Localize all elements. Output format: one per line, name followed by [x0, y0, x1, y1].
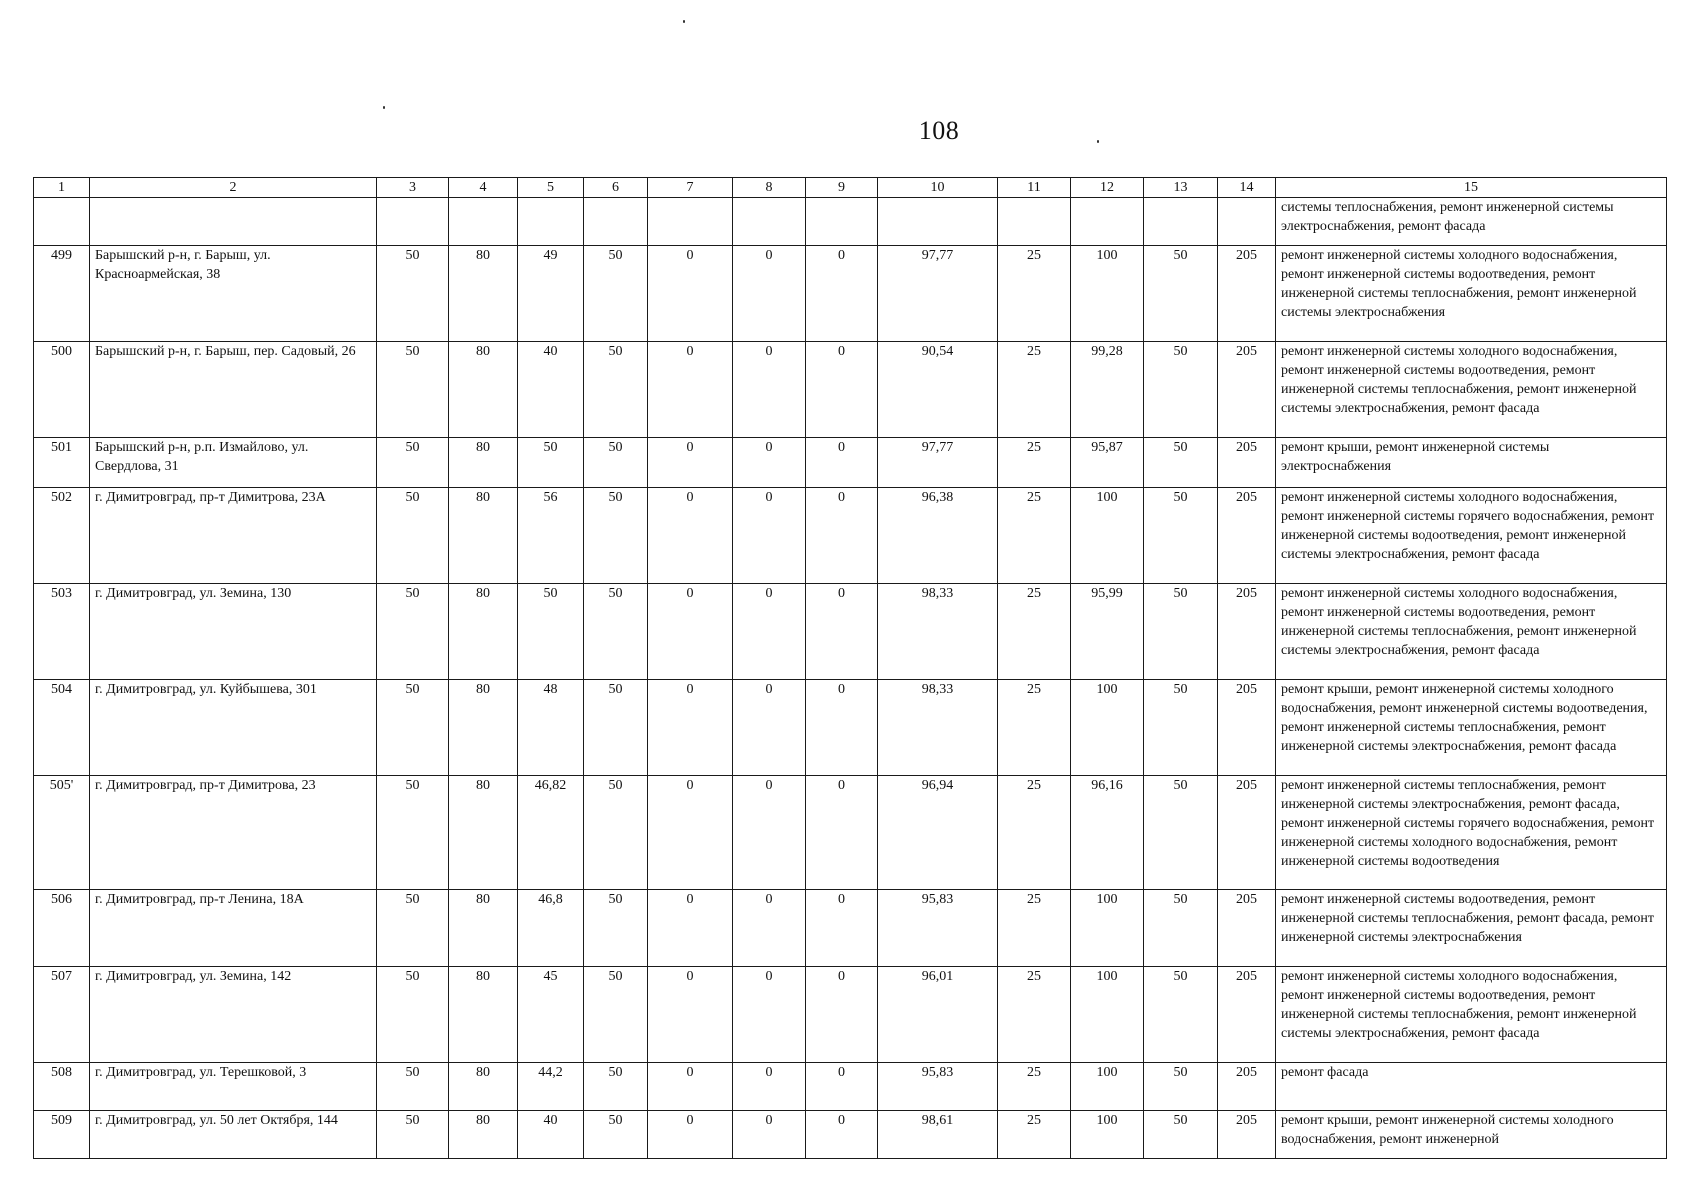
value-cell: 95,83	[878, 1063, 998, 1111]
value-cell: 0	[733, 342, 806, 438]
value-cell: 0	[806, 890, 878, 967]
address-cell: Барышский р-н, г. Барыш, пер. Садовый, 26	[90, 342, 377, 438]
table-row	[34, 1111, 1667, 1159]
value-cell: 0	[806, 967, 878, 1063]
empty-cell	[733, 198, 806, 246]
row-number-cell: 502	[34, 488, 90, 584]
value-cell: 97,77	[878, 438, 998, 488]
work-description-cell: ремонт фасада	[1276, 1063, 1667, 1111]
value-cell: 50	[1144, 890, 1218, 967]
value-cell: 100	[1071, 1111, 1144, 1159]
value-cell: 99,28	[1071, 342, 1144, 438]
value-cell: 25	[998, 246, 1071, 342]
value-cell: 0	[806, 680, 878, 776]
scan-speck	[683, 20, 685, 23]
value-cell: 50	[377, 890, 449, 967]
empty-cell	[1218, 198, 1276, 246]
value-cell: 50	[377, 488, 449, 584]
housing-repair-table	[33, 177, 1667, 1159]
address-cell: г. Димитровград, пр-т Ленина, 18А	[90, 890, 377, 967]
value-cell: 80	[449, 342, 518, 438]
value-cell: 96,16	[1071, 776, 1144, 890]
value-cell: 0	[806, 776, 878, 890]
value-cell: 56	[518, 488, 584, 584]
work-description-cell: ремонт инженерной системы холодного водоснабжения, ремонт инженерной системы водоотведения, ремонт инженерной системы теплоснабжения, ремонт инженерной системы электроснабжения	[1276, 246, 1667, 342]
row-number-cell: 507	[34, 967, 90, 1063]
address-cell: г. Димитровград, ул. Терешковой, 3	[90, 1063, 377, 1111]
value-cell: 0	[648, 680, 733, 776]
value-cell: 50	[584, 967, 648, 1063]
address-cell: г. Димитровград, ул. Земина, 130	[90, 584, 377, 680]
column-header: 6	[584, 178, 648, 198]
value-cell: 25	[998, 342, 1071, 438]
value-cell: 50	[377, 1063, 449, 1111]
value-cell: 25	[998, 584, 1071, 680]
value-cell: 0	[733, 584, 806, 680]
value-cell: 100	[1071, 246, 1144, 342]
value-cell: 50	[1144, 776, 1218, 890]
value-cell: 44,2	[518, 1063, 584, 1111]
column-header: 14	[1218, 178, 1276, 198]
value-cell: 80	[449, 488, 518, 584]
value-cell: 80	[449, 680, 518, 776]
value-cell: 50	[1144, 488, 1218, 584]
work-description-cell: ремонт крыши, ремонт инженерной системы электроснабжения	[1276, 438, 1667, 488]
value-cell: 50	[584, 1063, 648, 1111]
column-number-header-row	[34, 178, 1667, 198]
work-description-cell: ремонт инженерной системы теплоснабжения, ремонт инженерной системы электроснабжения, ремонт фасада, ремонт инженерной системы горячего водоснабжения, ремонт инженерной системы холодного водоснабжения, ремонт инженерной системы водоотведения	[1276, 776, 1667, 890]
scan-speck	[383, 106, 385, 109]
empty-cell	[878, 198, 998, 246]
value-cell: 0	[806, 246, 878, 342]
value-cell: 97,77	[878, 246, 998, 342]
value-cell: 80	[449, 967, 518, 1063]
work-description-cell: ремонт инженерной системы холодного водоснабжения, ремонт инженерной системы водоотведения, ремонт инженерной системы теплоснабжения, ремонт инженерной системы электроснабжения, ремонт фасада	[1276, 584, 1667, 680]
work-description-cell: ремонт инженерной системы холодного водоснабжения, ремонт инженерной системы водоотведения, ремонт инженерной системы теплоснабжения, ремонт инженерной системы электроснабжения, ремонт фасада	[1276, 967, 1667, 1063]
column-header: 13	[1144, 178, 1218, 198]
value-cell: 205	[1218, 1063, 1276, 1111]
value-cell: 205	[1218, 342, 1276, 438]
value-cell: 95,99	[1071, 584, 1144, 680]
row-number-cell: 503	[34, 584, 90, 680]
value-cell: 205	[1218, 890, 1276, 967]
value-cell: 50	[377, 776, 449, 890]
value-cell: 50	[1144, 1063, 1218, 1111]
value-cell: 0	[806, 1111, 878, 1159]
row-number-cell: 506	[34, 890, 90, 967]
work-description-cell: ремонт инженерной системы холодного водоснабжения, ремонт инженерной системы горячего водоснабжения, ремонт инженерной системы водоотведения, ремонт инженерной системы электроснабжения, ремонт фасада	[1276, 488, 1667, 584]
value-cell: 205	[1218, 776, 1276, 890]
work-description-cell: ремонт инженерной системы водоотведения, ремонт инженерной системы теплоснабжения, ремонт фасада, ремонт инженерной системы электроснабжения	[1276, 890, 1667, 967]
value-cell: 100	[1071, 488, 1144, 584]
value-cell: 50	[377, 438, 449, 488]
value-cell: 90,54	[878, 342, 998, 438]
value-cell: 98,61	[878, 1111, 998, 1159]
empty-cell	[998, 198, 1071, 246]
value-cell: 0	[733, 1111, 806, 1159]
address-cell: г. Димитровград, пр-т Димитрова, 23А	[90, 488, 377, 584]
empty-cell	[377, 198, 449, 246]
value-cell: 50	[1144, 680, 1218, 776]
value-cell: 50	[1144, 584, 1218, 680]
value-cell: 50	[377, 584, 449, 680]
page-number	[0, 116, 1698, 146]
value-cell: 0	[648, 1111, 733, 1159]
value-cell: 25	[998, 438, 1071, 488]
value-cell: 80	[449, 776, 518, 890]
table-row	[34, 342, 1667, 438]
value-cell: 0	[648, 246, 733, 342]
empty-cell	[806, 198, 878, 246]
value-cell: 50	[518, 584, 584, 680]
value-cell: 96,94	[878, 776, 998, 890]
column-header: 12	[1071, 178, 1144, 198]
value-cell: 0	[806, 342, 878, 438]
table-row	[34, 488, 1667, 584]
value-cell: 50	[584, 488, 648, 584]
column-header: 8	[733, 178, 806, 198]
value-cell: 205	[1218, 488, 1276, 584]
empty-cell	[518, 198, 584, 246]
value-cell: 50	[584, 342, 648, 438]
table-row	[34, 967, 1667, 1063]
value-cell: 80	[449, 246, 518, 342]
value-cell: 0	[648, 1063, 733, 1111]
value-cell: 205	[1218, 584, 1276, 680]
table-row	[34, 776, 1667, 890]
value-cell: 0	[806, 584, 878, 680]
value-cell: 0	[733, 680, 806, 776]
value-cell: 50	[518, 438, 584, 488]
value-cell: 95,87	[1071, 438, 1144, 488]
column-header: 4	[449, 178, 518, 198]
empty-cell	[1144, 198, 1218, 246]
value-cell: 80	[449, 438, 518, 488]
value-cell: 50	[1144, 342, 1218, 438]
value-cell: 100	[1071, 680, 1144, 776]
address-cell: Барышский р-н, р.п. Измайлово, ул. Свердлова, 31	[90, 438, 377, 488]
value-cell: 25	[998, 1063, 1071, 1111]
table-row	[34, 890, 1667, 967]
address-cell: г. Димитровград, ул. 50 лет Октября, 144	[90, 1111, 377, 1159]
value-cell: 50	[377, 1111, 449, 1159]
value-cell: 50	[1144, 1111, 1218, 1159]
value-cell: 96,38	[878, 488, 998, 584]
column-header: 2	[90, 178, 377, 198]
empty-cell	[1071, 198, 1144, 246]
value-cell: 50	[377, 246, 449, 342]
value-cell: 50	[584, 438, 648, 488]
value-cell: 80	[449, 1063, 518, 1111]
table-row	[34, 584, 1667, 680]
column-header: 7	[648, 178, 733, 198]
address-cell: г. Димитровград, ул. Куйбышева, 301	[90, 680, 377, 776]
value-cell: 80	[449, 584, 518, 680]
row-number-cell: 508	[34, 1063, 90, 1111]
value-cell: 50	[584, 246, 648, 342]
value-cell: 0	[648, 890, 733, 967]
value-cell: 0	[733, 1063, 806, 1111]
work-description-cell: ремонт инженерной системы холодного водоснабжения, ремонт инженерной системы водоотведения, ремонт инженерной системы теплоснабжения, ремонт инженерной системы электроснабжения, ремонт фасада	[1276, 342, 1667, 438]
value-cell: 45	[518, 967, 584, 1063]
empty-cell	[449, 198, 518, 246]
value-cell: 50	[1144, 246, 1218, 342]
value-cell: 80	[449, 890, 518, 967]
value-cell: 0	[733, 967, 806, 1063]
value-cell: 25	[998, 488, 1071, 584]
value-cell: 100	[1071, 1063, 1144, 1111]
value-cell: 98,33	[878, 584, 998, 680]
value-cell: 0	[648, 584, 733, 680]
row-number-cell: 505'	[34, 776, 90, 890]
value-cell: 50	[584, 890, 648, 967]
value-cell: 50	[377, 967, 449, 1063]
continuation-row	[34, 198, 1667, 246]
row-number-cell: 500	[34, 342, 90, 438]
empty-cell	[648, 198, 733, 246]
value-cell: 205	[1218, 246, 1276, 342]
page-number-text: 108	[918, 116, 960, 145]
table-row	[34, 1063, 1667, 1111]
value-cell: 50	[584, 776, 648, 890]
value-cell: 50	[1144, 438, 1218, 488]
row-number-cell: 509	[34, 1111, 90, 1159]
value-cell: 205	[1218, 438, 1276, 488]
value-cell: 0	[733, 890, 806, 967]
value-cell: 205	[1218, 680, 1276, 776]
value-cell: 49	[518, 246, 584, 342]
column-header: 10	[878, 178, 998, 198]
row-number-cell: 504	[34, 680, 90, 776]
value-cell: 50	[584, 584, 648, 680]
empty-cell	[90, 198, 377, 246]
value-cell: 0	[648, 776, 733, 890]
value-cell: 100	[1071, 967, 1144, 1063]
value-cell: 40	[518, 342, 584, 438]
value-cell: 0	[648, 967, 733, 1063]
value-cell: 0	[648, 488, 733, 584]
value-cell: 0	[648, 438, 733, 488]
value-cell: 0	[806, 1063, 878, 1111]
row-number-cell: 499	[34, 246, 90, 342]
value-cell: 25	[998, 1111, 1071, 1159]
value-cell: 0	[806, 488, 878, 584]
value-cell: 0	[733, 776, 806, 890]
work-description-cell: ремонт крыши, ремонт инженерной системы холодного водоснабжения, ремонт инженерной	[1276, 1111, 1667, 1159]
address-cell: г. Димитровград, ул. Земина, 142	[90, 967, 377, 1063]
value-cell: 50	[1144, 967, 1218, 1063]
value-cell: 48	[518, 680, 584, 776]
value-cell: 50	[377, 680, 449, 776]
value-cell: 25	[998, 890, 1071, 967]
column-header: 15	[1276, 178, 1667, 198]
table-row	[34, 246, 1667, 342]
value-cell: 96,01	[878, 967, 998, 1063]
empty-cell	[584, 198, 648, 246]
row-number-cell: 501	[34, 438, 90, 488]
column-header: 9	[806, 178, 878, 198]
value-cell: 205	[1218, 1111, 1276, 1159]
value-cell: 0	[648, 342, 733, 438]
empty-cell	[34, 198, 90, 246]
address-cell: Барышский р-н, г. Барыш, ул. Красноармейская, 38	[90, 246, 377, 342]
value-cell: 46,8	[518, 890, 584, 967]
value-cell: 50	[584, 680, 648, 776]
value-cell: 80	[449, 1111, 518, 1159]
work-description-cell: ремонт крыши, ремонт инженерной системы холодного водоснабжения, ремонт инженерной системы водоотведения, ремонт инженерной системы теплоснабжения, ремонт инженерной системы электроснабжения, ремонт фасада	[1276, 680, 1667, 776]
value-cell: 95,83	[878, 890, 998, 967]
value-cell: 0	[733, 488, 806, 584]
table-row	[34, 438, 1667, 488]
value-cell: 25	[998, 680, 1071, 776]
value-cell: 100	[1071, 890, 1144, 967]
value-cell: 25	[998, 776, 1071, 890]
value-cell: 25	[998, 967, 1071, 1063]
work-description-cell: системы теплоснабжения, ремонт инженерной системы электроснабжения, ремонт фасада	[1276, 198, 1667, 246]
address-cell: г. Димитровград, пр-т Димитрова, 23	[90, 776, 377, 890]
column-header: 11	[998, 178, 1071, 198]
value-cell: 50	[377, 342, 449, 438]
value-cell: 205	[1218, 967, 1276, 1063]
value-cell: 50	[584, 1111, 648, 1159]
value-cell: 46,82	[518, 776, 584, 890]
column-header: 3	[377, 178, 449, 198]
column-header: 1	[34, 178, 90, 198]
value-cell: 0	[806, 438, 878, 488]
table-row	[34, 680, 1667, 776]
value-cell: 0	[733, 438, 806, 488]
value-cell: 40	[518, 1111, 584, 1159]
value-cell: 0	[733, 246, 806, 342]
column-header: 5	[518, 178, 584, 198]
value-cell: 98,33	[878, 680, 998, 776]
scan-speck	[1097, 140, 1099, 143]
